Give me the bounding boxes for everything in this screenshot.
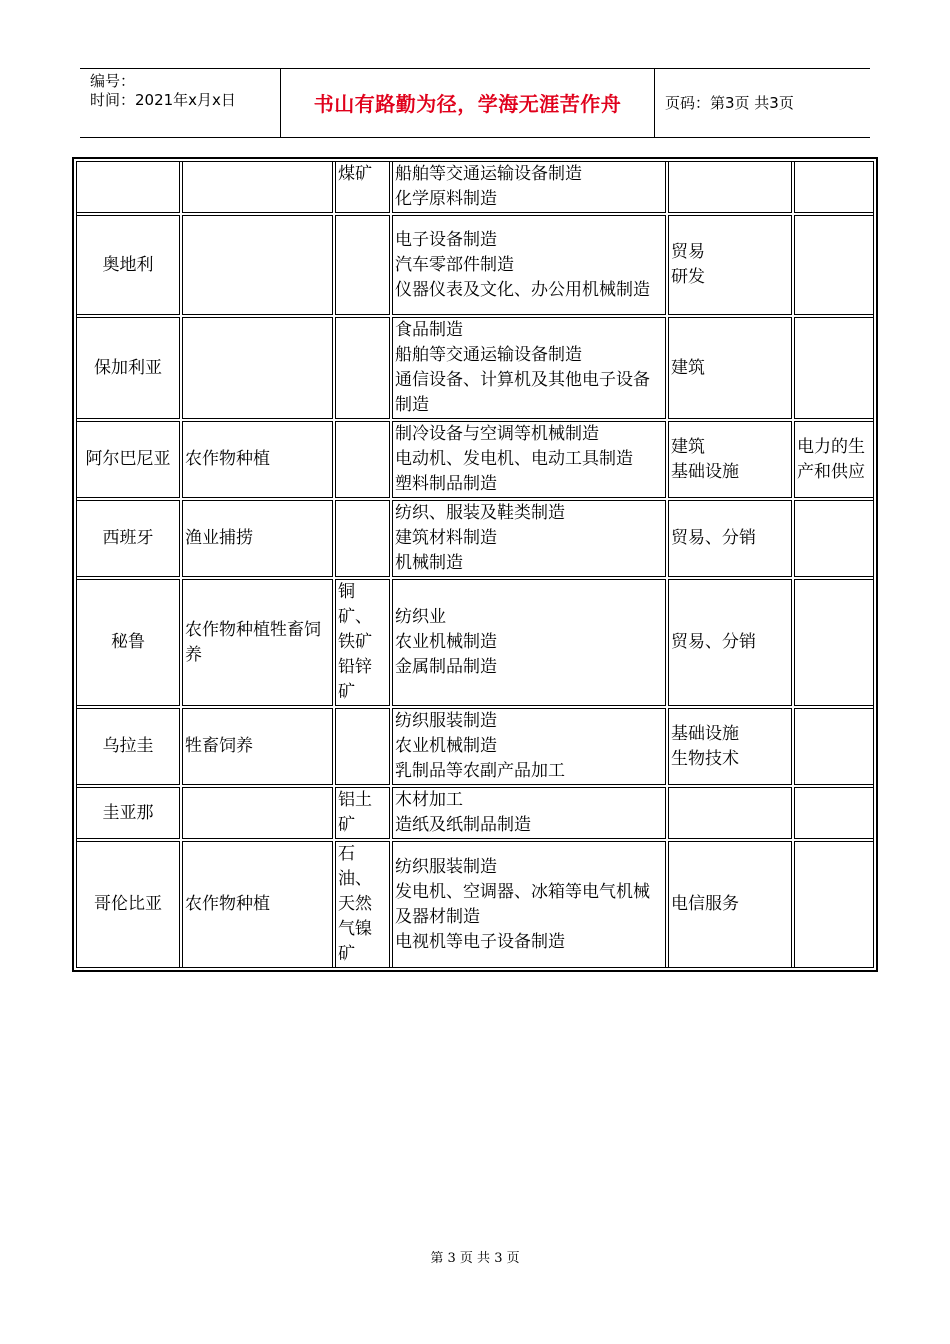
mineral-cell xyxy=(335,317,390,419)
services-item: 建筑 xyxy=(671,436,705,457)
agriculture-cell xyxy=(182,787,333,839)
services-item: 贸易 xyxy=(671,242,705,262)
manufacturing-item: 纺织服装制造 xyxy=(395,856,497,877)
other-cell xyxy=(794,787,874,839)
table-row xyxy=(76,708,874,785)
header-meta xyxy=(80,69,281,137)
agriculture-cell xyxy=(182,317,333,419)
other-cell xyxy=(794,161,874,213)
services-cell xyxy=(668,317,792,419)
manufacturing-item: 仪器仪表及文化、办公用机械制造 xyxy=(395,279,650,300)
mineral-cell xyxy=(335,421,390,498)
country-industry-table-frame xyxy=(72,157,878,972)
manufacturing-item: 电动机、发电机、电动工具制造 xyxy=(395,449,633,469)
table-row xyxy=(76,500,874,577)
table-row xyxy=(76,161,874,213)
other-cell xyxy=(794,841,874,968)
services-item: 生物技术 xyxy=(671,748,739,769)
table-row xyxy=(76,841,874,968)
services-item: 建筑 xyxy=(671,357,705,378)
country-cell: 奥地利 xyxy=(76,215,180,315)
mineral-cell: 铝土矿 xyxy=(335,787,390,839)
services-cell xyxy=(668,215,792,315)
country-cell: 保加利亚 xyxy=(76,317,180,419)
other-cell xyxy=(794,317,874,419)
mineral-cell xyxy=(335,215,390,315)
other-cell xyxy=(794,215,874,315)
manufacturing-item: 食品制造 xyxy=(395,320,463,340)
manufacturing-item: 电子设备制造 xyxy=(395,229,497,250)
agriculture-cell xyxy=(182,161,333,213)
services-item: 研发 xyxy=(671,267,705,287)
services-item: 贸易、分销 xyxy=(671,528,756,548)
table-row xyxy=(76,579,874,706)
manufacturing-item: 塑料制品制造 xyxy=(395,474,497,494)
country-cell xyxy=(76,161,180,213)
table-body xyxy=(76,161,874,968)
document-date: 时间：2021年x月x日 xyxy=(90,91,236,109)
agriculture-cell: 农作物种植牲畜饲养 xyxy=(182,579,333,706)
table-row xyxy=(76,215,874,315)
manufacturing-cell xyxy=(392,317,666,419)
services-item: 电信服务 xyxy=(671,894,739,914)
mineral-cell xyxy=(335,708,390,785)
table-row xyxy=(76,421,874,498)
services-item: 基础设施 xyxy=(671,461,739,482)
manufacturing-item: 化学原料制造 xyxy=(395,189,497,209)
agriculture-cell: 农作物种植 xyxy=(182,421,333,498)
manufacturing-item: 发电机、空调器、冰箱等电气机械及器材制造 xyxy=(395,881,650,927)
manufacturing-item: 纺织、服装及鞋类制造 xyxy=(395,503,565,523)
document-code: 编号： xyxy=(90,72,136,90)
country-cell: 西班牙 xyxy=(76,500,180,577)
table-row xyxy=(76,787,874,839)
services-cell xyxy=(668,500,792,577)
country-cell: 阿尔巴尼亚 xyxy=(76,421,180,498)
manufacturing-item: 建筑材料制造 xyxy=(395,528,497,548)
other-cell xyxy=(794,579,874,706)
manufacturing-cell xyxy=(392,215,666,315)
country-cell: 圭亚那 xyxy=(76,787,180,839)
page-number: 页码：第3页 共3页 xyxy=(665,94,794,112)
manufacturing-cell xyxy=(392,841,666,968)
services-cell xyxy=(668,421,792,498)
services-cell xyxy=(668,787,792,839)
agriculture-cell xyxy=(182,215,333,315)
manufacturing-item: 制冷设备与空调等机械制造 xyxy=(395,424,599,444)
services-item: 贸易、分销 xyxy=(671,632,756,652)
country-cell: 乌拉圭 xyxy=(76,708,180,785)
country-cell: 哥伦比亚 xyxy=(76,841,180,968)
manufacturing-cell xyxy=(392,161,666,213)
mineral-cell: 煤矿 xyxy=(335,161,390,213)
manufacturing-item: 木材加工 xyxy=(395,790,463,810)
other-cell xyxy=(794,500,874,577)
manufacturing-item: 金属制品制造 xyxy=(395,657,497,677)
manufacturing-cell xyxy=(392,708,666,785)
mineral-cell: 铜矿、铁矿铅锌矿 xyxy=(335,579,390,706)
country-industry-table xyxy=(74,159,876,970)
services-cell xyxy=(668,579,792,706)
services-cell xyxy=(668,708,792,785)
services-item: 基础设施 xyxy=(671,723,739,744)
motto: 书山有路勤为径，学海无涯苦作舟 xyxy=(313,92,622,116)
other-cell: 电力的生产和供应 xyxy=(794,421,874,498)
header-page-cell xyxy=(655,69,870,137)
manufacturing-cell xyxy=(392,421,666,498)
manufacturing-item: 农业机械制造 xyxy=(395,632,497,652)
mineral-cell: 石油、天然气镍矿 xyxy=(335,841,390,968)
agriculture-cell: 农作物种植 xyxy=(182,841,333,968)
manufacturing-item: 乳制品等农副产品加工 xyxy=(395,761,565,781)
table-row xyxy=(76,317,874,419)
manufacturing-cell xyxy=(392,579,666,706)
other-cell xyxy=(794,708,874,785)
header-motto-cell xyxy=(281,69,655,137)
services-cell xyxy=(668,161,792,213)
manufacturing-cell xyxy=(392,787,666,839)
manufacturing-item: 船舶等交通运输设备制造 xyxy=(395,345,582,365)
manufacturing-item: 船舶等交通运输设备制造 xyxy=(395,164,582,184)
manufacturing-item: 农业机械制造 xyxy=(395,736,497,756)
agriculture-cell: 牲畜饲养 xyxy=(182,708,333,785)
manufacturing-item: 纺织业 xyxy=(395,607,446,627)
agriculture-cell: 渔业捕捞 xyxy=(182,500,333,577)
manufacturing-item: 通信设备、计算机及其他电子设备制造 xyxy=(395,370,650,415)
manufacturing-item: 机械制造 xyxy=(395,553,463,573)
manufacturing-item: 纺织服装制造 xyxy=(395,711,497,731)
page-footer: 第 3 页 共 3 页 xyxy=(430,1251,520,1266)
manufacturing-cell xyxy=(392,500,666,577)
manufacturing-item: 电视机等电子设备制造 xyxy=(395,931,565,952)
mineral-cell xyxy=(335,500,390,577)
country-cell: 秘鲁 xyxy=(76,579,180,706)
services-cell xyxy=(668,841,792,968)
manufacturing-item: 汽车零部件制造 xyxy=(395,254,514,275)
manufacturing-item: 造纸及纸制品制造 xyxy=(395,815,531,835)
page-header xyxy=(80,68,870,138)
